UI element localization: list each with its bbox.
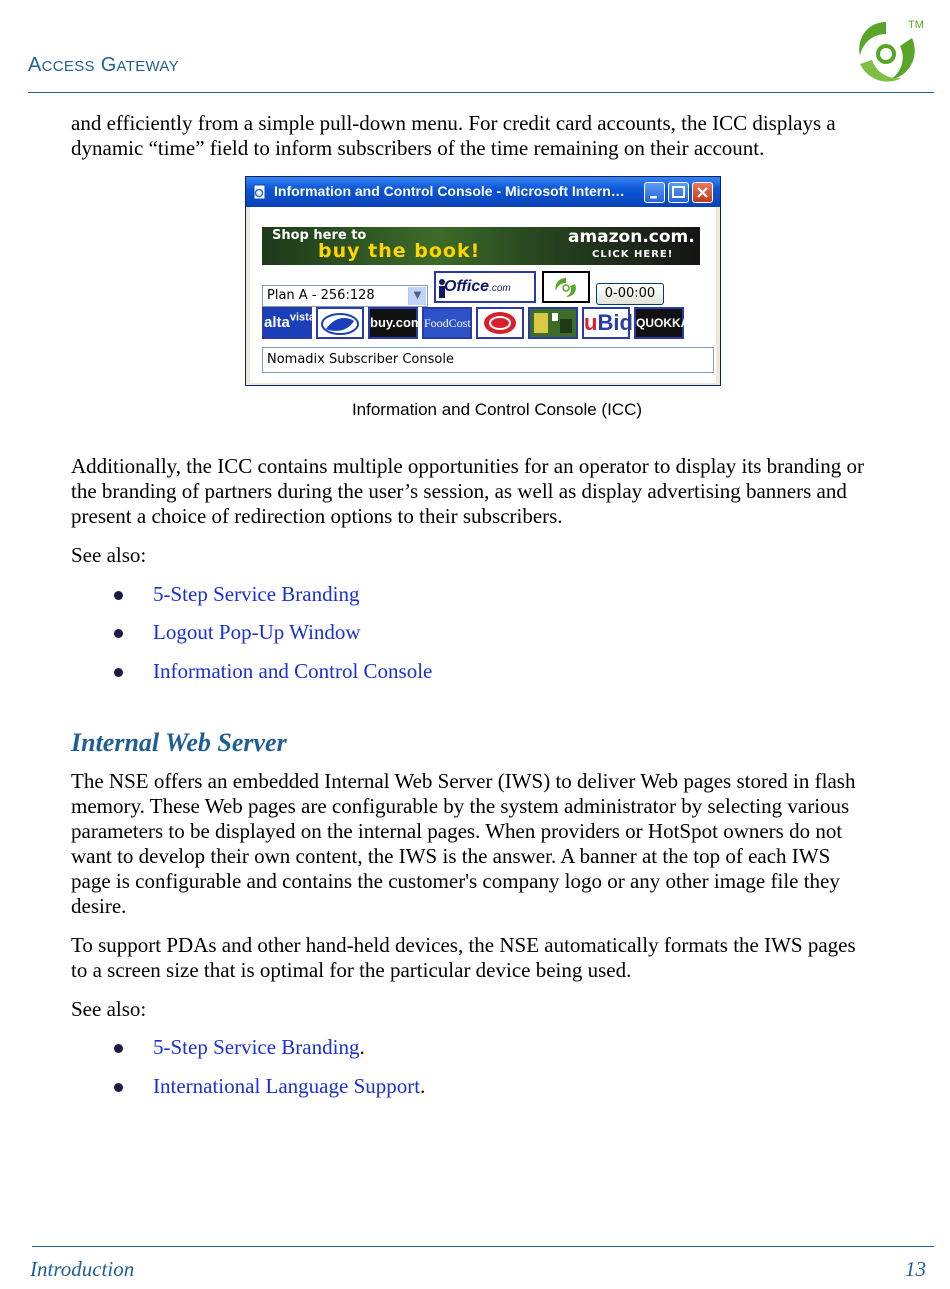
- ubid-logo-text: uBid: [584, 310, 633, 335]
- banner-buy-text: buy the book!: [318, 240, 481, 262]
- console-status-field[interactable]: [262, 347, 714, 373]
- footer-divider: [32, 1246, 934, 1247]
- text-line: dynamic “time” field to inform subscribers of the time remaining on their account.: [71, 136, 765, 160]
- window-title: Information and Control Console - Microsoft Intern…: [274, 183, 625, 199]
- text-line: to a screen size that is optimal for the particular device being used.: [71, 958, 632, 982]
- red-emblem-icon: [478, 309, 522, 337]
- maximize-button[interactable]: [668, 182, 689, 203]
- ie-page-icon: [252, 184, 268, 200]
- globe-partner-logo[interactable]: [316, 307, 364, 339]
- see-also-label: See also:: [71, 543, 147, 567]
- ubid-logo[interactable]: [582, 307, 633, 339]
- text-line: and efficiently from a simple pull-down menu. For credit card accounts, the ICC displays a: [71, 111, 836, 135]
- plan-dropdown[interactable]: [262, 285, 428, 307]
- text-line: the branding of partners during the user’s session, as well as display advertising banners and: [71, 479, 847, 503]
- banner-shop-text: Shop here to: [272, 228, 367, 243]
- nomadix-small-logo[interactable]: [542, 271, 590, 303]
- red-partner-logo[interactable]: [476, 307, 524, 339]
- trailing-period: .: [359, 1035, 365, 1059]
- bullet-icon: [114, 1083, 123, 1092]
- text-line: want to develop their own content, the IWS is the answer. A banner at the top of each IWS: [71, 844, 831, 868]
- link-icc[interactable]: Information and Control Console: [153, 659, 433, 683]
- green-partner-logo[interactable]: [528, 307, 578, 339]
- page-number: 13: [905, 1257, 926, 1281]
- running-header: [28, 54, 179, 77]
- link-international-language[interactable]: International Language Support: [153, 1074, 421, 1098]
- bullet-item: [153, 1035, 365, 1060]
- figure-caption: Information and Control Console (ICC): [351, 400, 643, 419]
- banner-click-text: CLICK HERE!: [592, 249, 674, 260]
- bullet-icon: [114, 591, 123, 600]
- header-rest-1: CCESS: [41, 58, 95, 75]
- maximize-icon: [669, 183, 688, 202]
- chevron-down-icon[interactable]: ▼: [408, 287, 426, 305]
- text-line: present a choice of redirection options to their subscribers.: [71, 504, 563, 528]
- header-divider: [28, 92, 934, 93]
- globe-icon: [318, 309, 362, 337]
- office-partner-logo[interactable]: [434, 271, 536, 303]
- see-also-label: See also:: [71, 997, 147, 1021]
- trailing-period: .: [420, 1074, 426, 1098]
- icc-window-figure: [245, 176, 721, 386]
- plan-dropdown-value: Plan A - 256:128: [267, 288, 375, 303]
- console-status-text: Nomadix Subscriber Console: [267, 352, 454, 367]
- close-icon: [693, 183, 712, 202]
- section-heading: Internal Web Server: [71, 728, 287, 757]
- trademark-text: TM: [908, 19, 924, 31]
- window-titlebar: [246, 177, 720, 207]
- text-line: page is configurable and contains the customer's company logo or any other image file they: [71, 869, 840, 893]
- minimize-button[interactable]: [644, 182, 665, 203]
- bullet-icon: [114, 668, 123, 677]
- altavista-logo[interactable]: alta$^{vista}$: [262, 307, 312, 339]
- header-initial-2: G: [100, 54, 117, 76]
- window-content: [250, 207, 716, 383]
- buycom-logo[interactable]: buy.com: [368, 307, 418, 339]
- text-line: The NSE offers an embedded Internal Web Server (IWS) to deliver Web pages stored in flash: [71, 769, 856, 793]
- text-line: Additionally, the ICC contains multiple opportunities for an operator to display its branding or: [71, 454, 865, 478]
- iws-paragraph-2: [71, 933, 856, 983]
- bullet-icon: [114, 1044, 123, 1053]
- text-line: desire.: [71, 894, 127, 918]
- text-line: parameters to be displayed on the internal pages. When providers or HotSpot owners do not: [71, 819, 843, 843]
- company-logo: [846, 14, 928, 90]
- intro-paragraph: [71, 111, 836, 161]
- time-remaining-button[interactable]: 0-00:00: [596, 283, 664, 305]
- footer-section-name: Introduction: [30, 1257, 135, 1281]
- text-line: To support PDAs and other hand-held devices, the NSE automatically formats the IWS pages: [71, 933, 856, 957]
- amazon-banner-ad[interactable]: [262, 227, 700, 265]
- quokka-logo[interactable]: QUOKKA: [634, 307, 684, 339]
- green-emblem-icon: [530, 309, 576, 337]
- close-button[interactable]: [692, 182, 713, 203]
- text-line: memory. These Web pages are configurable by the system administrator by selecting various: [71, 794, 850, 818]
- link-5-step-branding[interactable]: 5-Step Service Branding: [153, 582, 360, 606]
- link-logout-popup[interactable]: Logout Pop-Up Window: [153, 620, 361, 644]
- office-logo-text: Office.com: [444, 278, 511, 295]
- bullet-item: [153, 1074, 425, 1099]
- foodcost-logo[interactable]: FoodCost: [422, 307, 472, 339]
- amazon-logo-text: amazon.com.: [568, 227, 695, 247]
- additional-paragraph: [71, 454, 864, 529]
- iws-paragraph-1: [71, 769, 855, 919]
- header-rest-2: ATEWAY: [116, 58, 179, 75]
- header-initial-1: A: [28, 54, 42, 76]
- bullet-icon: [114, 629, 123, 638]
- link-5-step-branding[interactable]: 5-Step Service Branding: [153, 1035, 360, 1059]
- swirl-logo-icon: [544, 273, 588, 301]
- minimize-icon: [645, 183, 664, 202]
